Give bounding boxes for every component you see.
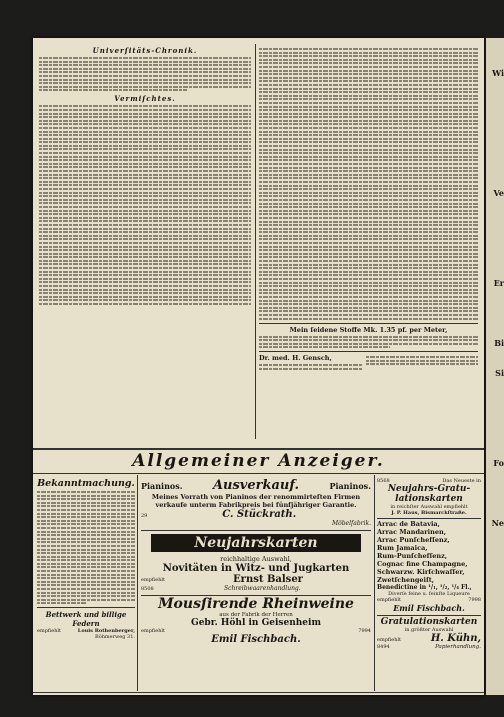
wein-sub: aus der Fabrik der Herren [219, 612, 293, 618]
bekanntmachung-title: Bekanntmachung. [37, 478, 135, 489]
newspaper-page [33, 38, 484, 695]
grat-intro: Das Neueste in [442, 478, 481, 484]
spirits-item-5: Rum-Punſchefſenz, [377, 552, 448, 560]
bettwerk-title: Bettwerk und billige Federn [45, 610, 127, 629]
article-body-text-right [259, 48, 478, 320]
kuehn-seller-sub: Papierhandlung. [435, 644, 481, 650]
liqueure: Diverſe feine u. feinſte Liqueure [388, 591, 470, 597]
neujahr-seller: Ernst Balser [233, 574, 303, 585]
wein-empfiehlt: empfiehlt [141, 628, 166, 634]
pianos-seller-sub: Möbelfabrik. [331, 520, 371, 527]
ad-column-middle [141, 478, 371, 645]
bettwerk-ad [37, 607, 135, 640]
university-chronicle-heading: Univerſitäts-Chronik. [92, 46, 198, 55]
spirits-item-4: Rum Jamaica, [377, 544, 428, 552]
spirits-ad [377, 518, 481, 613]
neujahr-seller-sub: Schreibwaarenhandlung. [224, 585, 301, 592]
kuehn-empfiehlt: empfiehlt [377, 637, 402, 643]
pianos-left: Pianinos. [141, 481, 183, 491]
section-rule-top [33, 448, 484, 450]
bekanntmachung-text [37, 491, 135, 604]
neujahr-sub: reichhaltige Auswahl, [220, 555, 292, 563]
bettwerk-address: Böhmerweg 31. [95, 634, 135, 641]
ad-divider-2 [374, 475, 375, 691]
ad-column-right [377, 478, 481, 650]
grat-sub: in reichſter Auswahl empfiehlt [390, 504, 468, 510]
silk-offer-text [259, 336, 478, 349]
miscellaneous-heading: Vermiſchtes. [114, 94, 176, 104]
neujahr-empfiehlt: empfiehlt [141, 576, 166, 583]
page-bottom-rule [33, 692, 484, 693]
bettwerk-empfiehlt: empfiehlt [37, 628, 62, 635]
adjacent-page-strip: Wi Ve Er Bi Si Fo Ne [486, 38, 504, 695]
pianos-right: Pianinos. [329, 481, 371, 491]
kuehn-title: Gratulationskarten [380, 617, 478, 627]
spirits-item-6: Cognac fine Champagne, [377, 560, 468, 568]
doctor-notice [259, 351, 478, 371]
article-body-text [39, 57, 251, 91]
spirits-item-3: Arrac Punſchefſenz, [377, 536, 450, 544]
spirits-num: 7998 [468, 597, 481, 603]
kuehn-sub: in größter Auswahl [404, 627, 454, 633]
pianos-header [141, 478, 371, 493]
pianos-text: Meines Vorrath von Pianinos der renommirteſten Firmen verkaufe unterm Fabrikpreis bei fünfjähriger Garantie. [151, 493, 361, 509]
spirits-empfiehlt: empfiehlt [377, 597, 402, 603]
doctor-name: Dr. med. H. Gensch, [259, 354, 332, 363]
neujahr-line: Novitäten in Witz- und Jugkarten [162, 563, 350, 574]
column-divider [255, 44, 256, 439]
spirits-item-8: Zwetſchengeiſt, [377, 576, 435, 584]
article-column-left [39, 46, 251, 307]
silk-offer-heading: Mein ſeidene Stoffe Mk. 1.35 pf. per Meter, [289, 325, 448, 334]
grat-title-2: lationskarten [395, 494, 463, 504]
ad-divider-1 [137, 475, 138, 691]
kuehn-ad [377, 615, 481, 650]
neujahr-ad [141, 530, 371, 592]
pianos-seller: C. Stückrath. [222, 509, 297, 520]
spirits-item-1: Arrac de Batavia, [377, 520, 440, 528]
wein-num: 7994 [358, 628, 371, 634]
grat-seller: J. P. Haus, Bismarckſtraße. [391, 510, 467, 516]
spirits-seller: Emil Fischbach. [393, 603, 465, 613]
grat-num: 8568 [377, 478, 390, 484]
kuehn-num: 8494 [377, 644, 390, 650]
pianos-title: Ausverkauf. [212, 478, 300, 493]
spirits-item-2: Arrac Mandarinen, [377, 528, 446, 536]
neujahr-title: Neujahrskarten [151, 534, 361, 552]
miscellaneous-body-text [39, 105, 251, 305]
pianos-num: 29 [141, 513, 148, 519]
grat-title-1: Neujahrs-Gratu- [387, 484, 471, 494]
wein-maker: Gebr. Höhl in Geisenheim [191, 618, 321, 628]
ad-bekanntmachung [37, 478, 135, 690]
neujahr-num: 8508 [141, 585, 154, 592]
benedictine: Benedictine in ¹/₁, ¹/₂, ¹/₄ Fl., [377, 584, 472, 591]
kuehn-seller: H. Kühn, [430, 633, 481, 644]
spirits-item-7: Schwarzw. Kirſchwaſſer, [377, 568, 465, 576]
article-column-right [259, 46, 478, 371]
section-title: Allgemeiner Anzeiger. [132, 451, 385, 471]
bettwerk-seller: Louis Rothenberger, [77, 628, 135, 635]
wein-ad [141, 595, 371, 645]
wein-seller: Emil Fischbach. [211, 634, 301, 645]
section-rule-bottom [33, 473, 484, 474]
wein-title: Mousſirende Rheinweine [158, 596, 354, 612]
